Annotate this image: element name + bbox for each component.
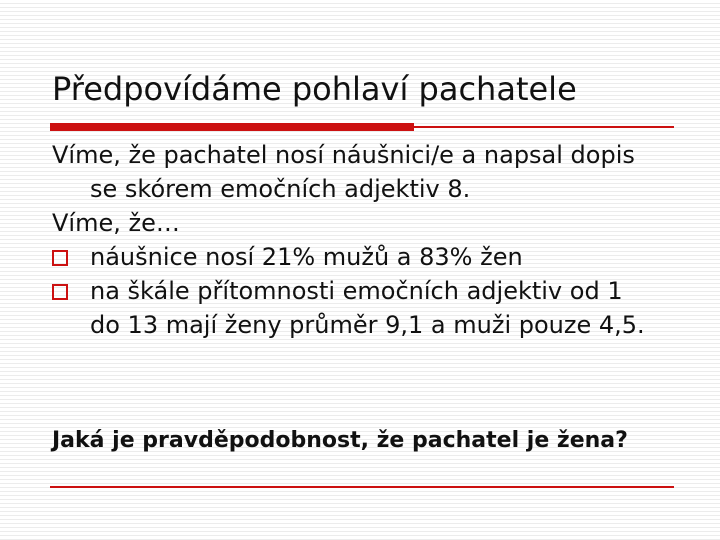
bottom-rule (50, 486, 674, 488)
bullet-text-earrings: náušnice nosí 21% mužů a 83% žen (90, 243, 523, 271)
intro-line-1: Víme, že pachatel nosí náušnici/e a napsal dopis (52, 141, 635, 169)
slide-title: Předpovídáme pohlaví pachatele (52, 70, 577, 108)
intro-paragraph (52, 138, 702, 206)
bullet-text-adjectives-line-1: na škále přítomnosti emočních adjektiv od 1 (90, 277, 623, 305)
question-text: Jaká je pravděpodobnost, že pachatel je žena? (52, 428, 628, 453)
hollow-square-bullet-icon (52, 250, 68, 266)
title-underline-thick (50, 123, 414, 131)
lead-paragraph: Víme, že… (52, 209, 180, 237)
hollow-square-bullet-icon (52, 284, 68, 300)
bullet-text-adjectives-line-2: do 13 mají ženy průměr 9,1 a muži pouze 4,5. (90, 311, 645, 339)
bullet-item-adjectives (52, 274, 702, 342)
slide-body (52, 138, 702, 342)
title-underline-thin (414, 126, 674, 128)
title-underline (50, 123, 674, 131)
bullet-item-earrings (52, 240, 702, 274)
intro-line-2: se skórem emočních adjektiv 8. (90, 175, 471, 203)
